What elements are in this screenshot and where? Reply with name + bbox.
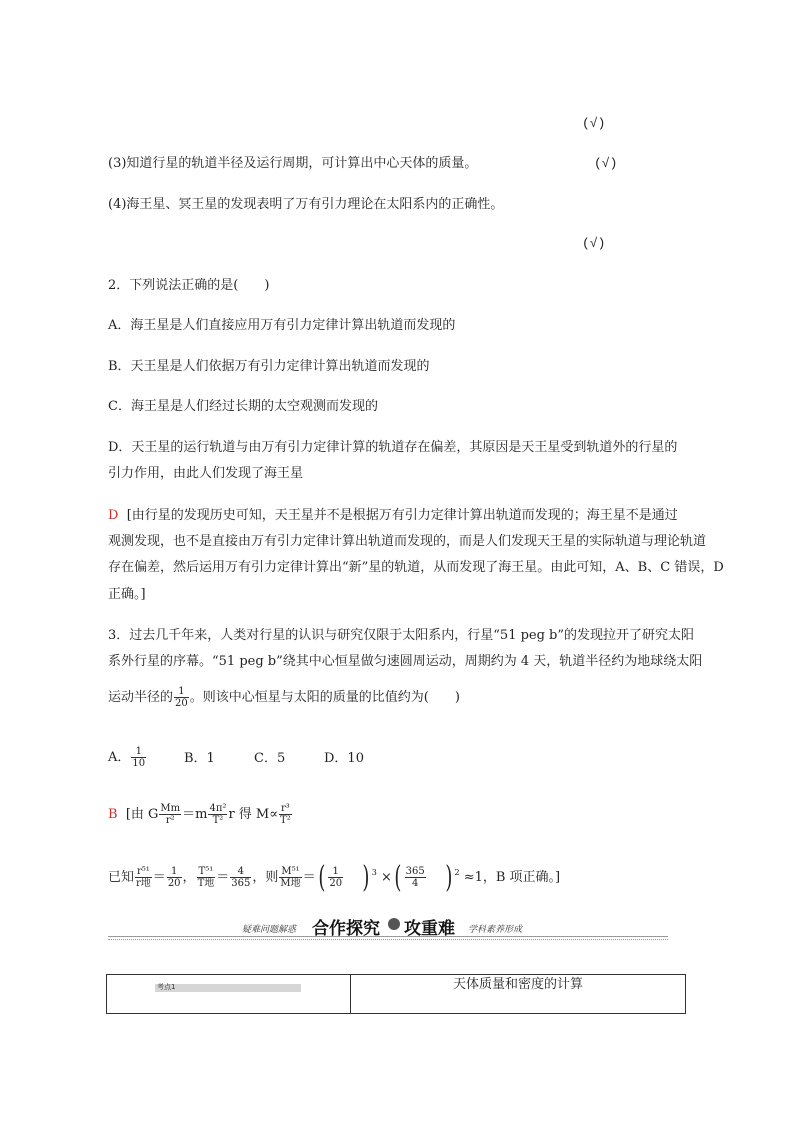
section-header bbox=[108, 914, 668, 944]
q3-option-a-label: A． bbox=[108, 750, 131, 765]
fraction-numerator: M⁵¹ bbox=[281, 866, 300, 877]
q2-option-d-line1: D．天王星的运行轨道与由万有引力定律计算的轨道存在偏差，其原因是天王星受到轨道外的行星的 bbox=[108, 440, 678, 455]
q2-explanation-line3: 存在偏差，然后运用万有引力定律计算出“新”星的轨道，从而发现了海王星。由此可知，A、B、C 错误，D bbox=[108, 560, 724, 575]
fraction-numerator: 365 bbox=[405, 866, 425, 877]
fraction-denominator: 20 bbox=[175, 698, 188, 709]
fraction-numerator: 1 bbox=[167, 866, 182, 878]
exp2-fraction-4-365 bbox=[230, 866, 251, 889]
exp2-fraction-t bbox=[197, 866, 216, 889]
fraction-denominator: T地 bbox=[197, 878, 215, 889]
fraction-numerator: 4π² bbox=[209, 803, 227, 814]
exponent-3: 3 bbox=[371, 868, 377, 877]
q3-explanation-line1 bbox=[108, 800, 293, 830]
exp2-fraction-365-4 bbox=[405, 866, 426, 889]
exp2-fraction-1-20 bbox=[167, 866, 182, 889]
q3-stem-line2: 系外行星的序幕。“51 peg b”绕其中心恒星做匀速圆周运动，周期约为 4 天，轨道半径约为地球绕太阳 bbox=[108, 654, 703, 669]
fraction-denominator: 4 bbox=[412, 878, 419, 889]
q3-stem-line1: 3．过去几千年来，人类对行星的认识与研究仅限于太阳系内，行星“51 peg b”的发现拉开了研究太阳 bbox=[108, 628, 695, 643]
fraction-numerator: 1 bbox=[174, 686, 189, 698]
exp2-end: ≈1，B 项正确。] bbox=[463, 870, 561, 885]
q3-options bbox=[108, 744, 147, 772]
exp2-comma: ， bbox=[182, 870, 196, 885]
exp2-fraction-1-20b bbox=[328, 866, 343, 889]
exp1-fraction-2 bbox=[208, 803, 227, 826]
topic-tag-bar bbox=[155, 984, 301, 992]
q2-exp-text-1: [由行星的发现历史可知，天王星并不是根据万有引力定律计算出轨道而发现的；海王星不是通过 bbox=[126, 508, 678, 523]
q2-option-b: B．天王星是人们依据万有引力定律计算出轨道而发现的 bbox=[108, 359, 430, 374]
exp2-pre: 已知 bbox=[108, 870, 135, 885]
q3-option-a-fraction bbox=[131, 746, 146, 769]
q3-stem-line3-post: 。则该中心恒星与太阳的质量的比值约为( ) bbox=[189, 690, 460, 705]
topic-table-tag-cell bbox=[107, 975, 351, 1013]
q2-option-c: C．海王星是人们经过长期的太空观测而发现的 bbox=[108, 399, 378, 414]
exp1-open: [由 G bbox=[125, 807, 159, 822]
q3-stem-line3-pre: 运动半径的 bbox=[108, 690, 174, 705]
fraction-denominator: T² bbox=[280, 815, 291, 826]
exp2-eq3: ＝ bbox=[302, 870, 316, 885]
q3-stem-fraction bbox=[174, 686, 189, 709]
q3-option-c: C．5 bbox=[254, 751, 286, 766]
fraction-numerator: Mm bbox=[160, 803, 181, 814]
section-header-main: 合作探究 bbox=[312, 919, 380, 939]
fraction-numerator: r³ bbox=[280, 803, 290, 814]
exp1-fraction-3 bbox=[279, 803, 292, 826]
topic-tag: 考点1 bbox=[157, 983, 176, 991]
q2-stem: 2．下列说法正确的是( ) bbox=[108, 278, 270, 293]
right-paren: ) bbox=[445, 859, 453, 895]
fraction-numerator: 1 bbox=[131, 746, 146, 758]
q1-item4: (4)海王星、冥王星的发现表明了万有引力理论在太阳系内的正确性。 bbox=[108, 197, 504, 212]
q1-item4-check: (√) bbox=[582, 236, 606, 251]
check-mark-top: (√) bbox=[582, 116, 606, 131]
fraction-numerator: 4 bbox=[230, 866, 251, 878]
section-header-main2: 攻重难 bbox=[404, 919, 455, 939]
q2-explanation-line4: 正确。] bbox=[108, 587, 146, 602]
exp2-then: ，则 bbox=[252, 870, 279, 885]
q1-item3-check: (√) bbox=[594, 156, 618, 171]
fraction-numerator: 1 bbox=[328, 866, 343, 878]
topic-table bbox=[106, 974, 686, 1014]
exp1-mid: r 得 M∝ bbox=[228, 807, 279, 822]
q3-option-b: B．1 bbox=[184, 751, 215, 766]
fraction-denominator: 10 bbox=[132, 758, 146, 769]
q2-explanation-line1 bbox=[108, 508, 678, 524]
q2-explanation-line2: 观测发现，也不是直接由万有引力定律计算出轨道而发现的，而是人们发现天王星的实际轨道与理论轨道 bbox=[108, 534, 707, 549]
fraction-numerator: r⁵¹ bbox=[137, 866, 150, 877]
fraction-denominator: T² bbox=[212, 815, 224, 826]
section-header-rule-dotted bbox=[108, 939, 668, 940]
fraction-numerator: T⁵¹ bbox=[198, 866, 214, 877]
fraction-denominator: 365 bbox=[231, 878, 251, 889]
q3-answer: B bbox=[108, 807, 118, 822]
q2-option-d-line2: 引力作用，由此人们发现了海王星 bbox=[108, 466, 304, 481]
q3-stem-line3 bbox=[108, 684, 460, 712]
left-paren: ( bbox=[394, 859, 402, 895]
exp1-fraction-1 bbox=[159, 803, 181, 826]
q3-option-d: D．10 bbox=[324, 751, 364, 766]
fraction-denominator: M地 bbox=[280, 878, 301, 889]
fraction-denominator: 20 bbox=[167, 878, 181, 889]
right-paren: ) bbox=[362, 859, 370, 895]
exp2-fraction-r bbox=[135, 866, 152, 889]
section-header-right: 学科素养形成 bbox=[468, 925, 523, 935]
exp2-fraction-m bbox=[279, 866, 301, 889]
fraction-denominator: r地 bbox=[136, 878, 151, 889]
left-paren: ( bbox=[317, 859, 325, 895]
exp2-times: × bbox=[381, 870, 392, 885]
exp1-eq: ＝m bbox=[182, 807, 208, 822]
exponent-2: 2 bbox=[454, 868, 460, 877]
q3-explanation-line2 bbox=[108, 856, 560, 895]
q2-answer: D bbox=[108, 508, 119, 523]
section-header-rule bbox=[108, 936, 668, 937]
fraction-denominator: r² bbox=[165, 815, 175, 826]
section-header-left: 疑难问题解惑 bbox=[242, 925, 297, 935]
exp2-eq1: ＝ bbox=[152, 870, 166, 885]
q1-item3: (3)知道行星的轨道半径及运行周期，可计算出中心天体的质量。 bbox=[108, 156, 478, 171]
fraction-denominator: 20 bbox=[329, 878, 343, 889]
section-header-bullet-icon bbox=[388, 918, 400, 930]
topic-table-title: 天体质量和密度的计算 bbox=[452, 977, 583, 992]
exp2-eq2: ＝ bbox=[216, 870, 230, 885]
q2-option-a: A．海王星是人们直接应用万有引力定律计算出轨道而发现的 bbox=[108, 318, 456, 333]
